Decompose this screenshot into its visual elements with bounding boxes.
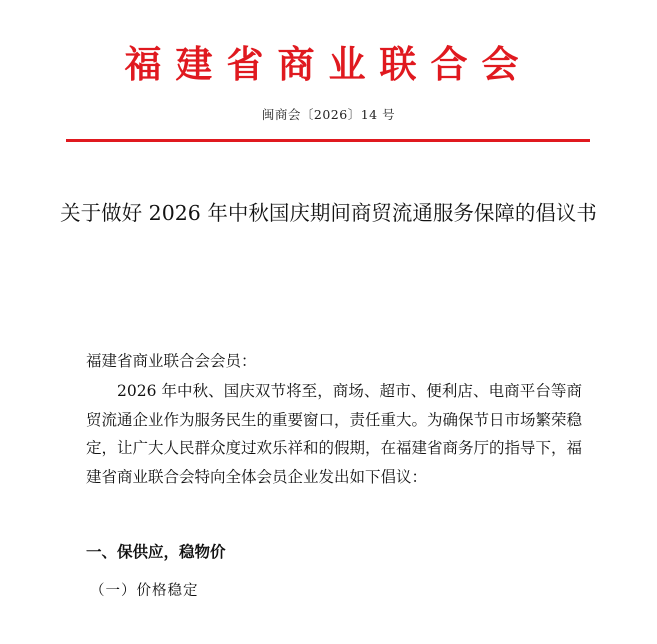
org-title: 福建省商业联合会: [124, 42, 533, 86]
subsection-heading: （一）价格稳定: [90, 583, 199, 599]
salutation: 福建省商业联合会会员：: [86, 352, 257, 370]
body-paragraph: 2026 年中秋、国庆双节将至，商场、超市、便利店、电商平台等商贸流通企业作为服务民生的重要窗口，责任重大。为确保节日市场繁荣稳定，让广大人民群众度过欢乐祥和的假期，在福建省商务厅的指导下，福建省商业联合会特向全体会员企业发出如下倡议：: [86, 382, 583, 486]
document-number: 闽商会〔2026〕14 号: [261, 107, 396, 122]
document-title: 关于做好 2026 年中秋国庆期间商贸流通服务保障的倡议书: [60, 201, 597, 225]
red-divider-line: [66, 139, 590, 142]
section-heading: 一、保供应，稳物价: [86, 543, 226, 561]
